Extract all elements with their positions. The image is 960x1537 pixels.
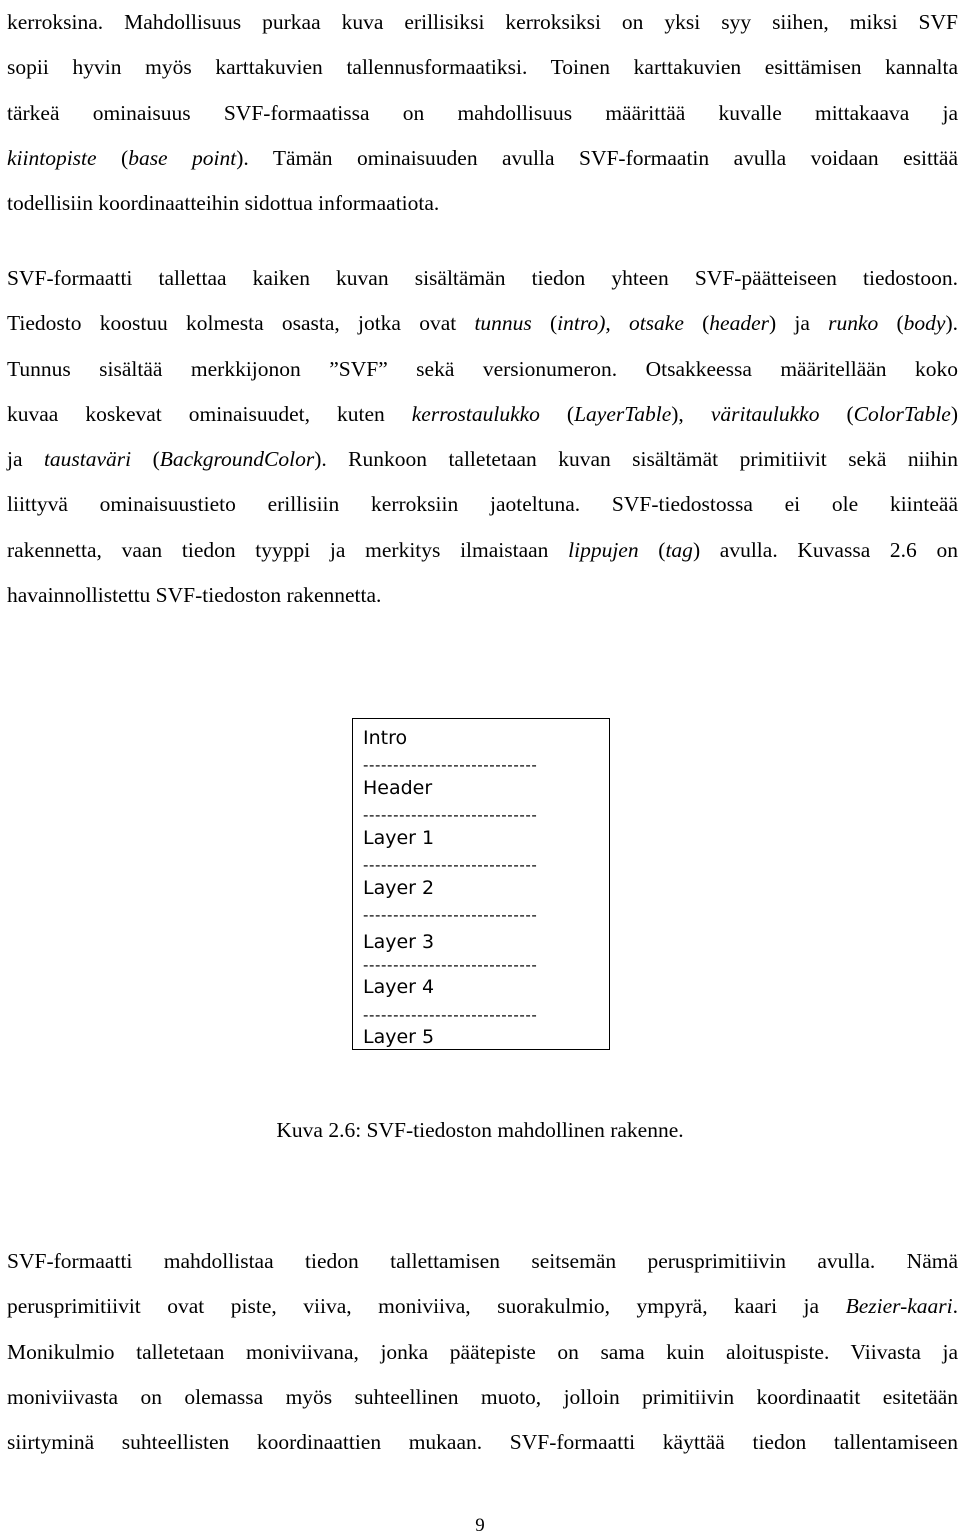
- emphasis: kerrostaulukko: [411, 401, 540, 426]
- figure-label-layer-1: Layer 1: [363, 827, 435, 849]
- emphasis: LayerTable: [574, 401, 672, 426]
- emphasis: tunnus: [474, 311, 532, 336]
- emphasis: lippujen: [568, 537, 639, 562]
- text-line: [7, 392, 958, 437]
- text-segment: kuvaa koskevat ominaisuudet, kuten: [7, 401, 412, 426]
- text-line: [7, 301, 958, 346]
- text-segment: (: [96, 145, 129, 170]
- svf-structure-figure: [352, 718, 610, 1050]
- text-segment: ja: [7, 447, 44, 472]
- figure-separator: -----------------------------: [363, 806, 538, 824]
- text-line: [7, 528, 958, 573]
- text-line: Monikulmio talletetaan moniviivana, jonka päätepiste on sama kuin aloituspiste. Viivasta ja: [7, 1339, 958, 1364]
- text-line: kerroksina. Mahdollisuus purkaa kuva erillisiksi kerroksiksi on yksi syy siihen, miksi SVF: [7, 10, 958, 34]
- figure-separator: -----------------------------: [363, 756, 538, 774]
- figure-caption: Kuva 2.6: SVF-tiedoston mahdollinen rakenne.: [276, 1118, 684, 1142]
- text-line: tärkeä ominaisuus SVF-formaatissa on mahdollisuus määrittää kuvalle mittakaava ja: [7, 100, 958, 125]
- figure-separator: -----------------------------: [363, 956, 538, 974]
- figure-label-header: Header: [363, 777, 433, 799]
- figure-separator: -----------------------------: [363, 1006, 538, 1024]
- figure-label-layer-4: Layer 4: [363, 976, 435, 998]
- text-line: [7, 136, 958, 181]
- emphasis: Bezier-kaari: [845, 1294, 953, 1319]
- text-line: sopii hyvin myös karttakuvien tallennusformaatiksi. Toinen karttakuvien esittämisen kannalta: [7, 55, 958, 80]
- text-segment: ) ja: [768, 311, 829, 336]
- page-number: 9: [475, 1515, 485, 1536]
- figure-separator: -----------------------------: [363, 856, 538, 874]
- text-segment: (: [131, 447, 160, 472]
- text-segment: ).: [945, 311, 959, 336]
- emphasis: väritaulukko: [710, 401, 820, 426]
- text-segment: Tiedosto koostuu kolmesta osasta, jotka ovat: [7, 311, 475, 336]
- text-segment: (: [531, 311, 558, 336]
- text-segment: (: [878, 311, 904, 336]
- text-segment: .: [952, 1294, 958, 1319]
- figure-label-layer-5: Layer 5: [363, 1026, 435, 1048]
- paragraph-2: [7, 256, 958, 618]
- text-line: [7, 1284, 958, 1329]
- text-line: Tunnus sisältää merkkijonon ”SVF” sekä versionumeron. Otsakkeessa määritellään koko: [7, 356, 958, 381]
- text-segment: ) avulla. Kuvassa 2.6 on: [692, 537, 958, 562]
- paragraph-1: [7, 0, 958, 226]
- text-segment: rakennetta, vaan tiedon tyyppi ja merkitys ilmaistaan: [7, 537, 569, 562]
- text-line: moniviivasta on olemassa myös suhteellinen muoto, jolloin primitiivin koordinaatit esitetään: [7, 1384, 958, 1409]
- emphasis: intro),: [557, 311, 611, 336]
- figure-label-intro: Intro: [363, 727, 408, 749]
- text-line: [7, 437, 958, 482]
- text-segment: ): [950, 401, 959, 426]
- paragraph-3: [7, 1239, 958, 1465]
- text-segment: (: [819, 401, 854, 426]
- emphasis: taustaväri: [43, 447, 132, 472]
- emphasis: BackgroundColor: [159, 447, 315, 472]
- figure-label-layer-2: Layer 2: [363, 877, 435, 899]
- text-line: SVF-formaatti mahdollistaa tiedon tallettamisen seitsemän perusprimitiivin avulla. Nämä: [7, 1249, 958, 1273]
- figure-separator: -----------------------------: [363, 906, 538, 924]
- text-segment: (: [683, 311, 710, 336]
- text-line: SVF-formaatti tallettaa kaiken kuvan sisältämän tiedon yhteen SVF-päätteiseen tiedostoon.: [7, 266, 958, 290]
- text-line: havainnollistettu SVF-tiedoston rakennetta.: [7, 583, 382, 608]
- text-line: todellisiin koordinaatteihin sidottua informaatiota.: [7, 191, 440, 216]
- text-line: siirtyminä suhteellisten koordinaattien mukaan. SVF-formaatti käyttää tiedon tallentamiseen: [7, 1430, 958, 1455]
- emphasis: header: [709, 311, 769, 336]
- text-segment: [611, 311, 629, 335]
- emphasis: base point: [128, 145, 237, 170]
- emphasis: kiintopiste: [7, 145, 97, 170]
- text-segment: ). Tämän ominaisuuden avulla SVF-formaatin avulla voidaan esittää: [236, 145, 958, 170]
- text-line: liittyvä ominaisuustieto erillisiin kerroksiin jaoteltuna. SVF-tiedostossa ei ole kiinteää: [7, 492, 958, 517]
- emphasis: ColorTable: [853, 401, 951, 426]
- emphasis: tag: [665, 537, 693, 562]
- text-segment: ). Runkoon talletetaan kuvan sisältämät primitiivit sekä niihin: [314, 447, 958, 472]
- emphasis: body: [903, 311, 946, 336]
- emphasis: runko: [828, 311, 879, 336]
- figure-label-layer-3: Layer 3: [363, 931, 435, 953]
- text-segment: perusprimitiivit ovat piste, viiva, moniviiva, suorakulmio, ympyrä, kaari ja: [7, 1294, 846, 1319]
- emphasis: otsake: [628, 311, 684, 336]
- text-segment: (: [539, 401, 575, 426]
- text-segment: (: [638, 537, 666, 562]
- text-segment: ),: [671, 401, 711, 426]
